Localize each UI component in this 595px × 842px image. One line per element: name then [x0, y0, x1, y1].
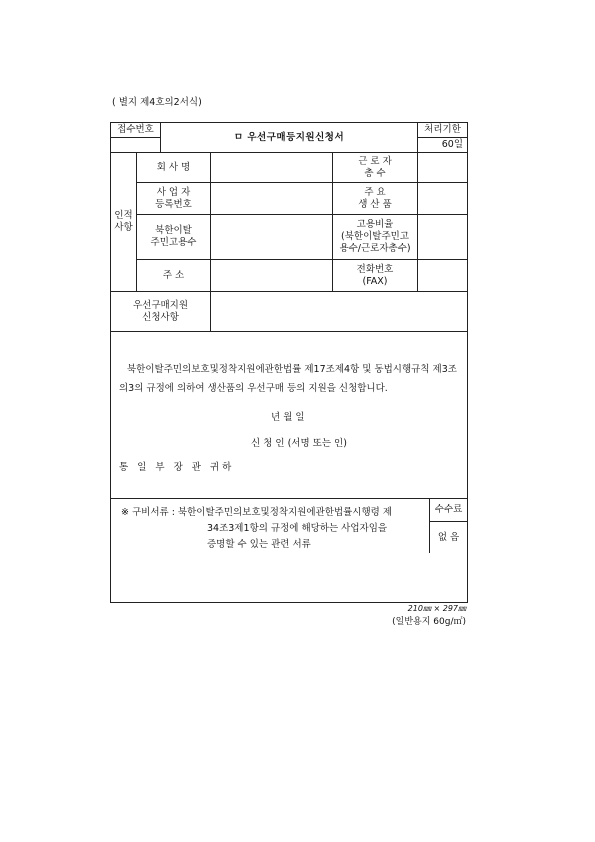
form-label: ( 별지 제4호의2서식) — [112, 97, 202, 108]
application-form — [110, 122, 468, 603]
form-title: ㅁ 우선구매등지원신청서 — [161, 123, 418, 153]
support-items-value[interactable] — [211, 292, 468, 332]
fee-value: 없 음 — [437, 532, 460, 543]
defector-employees-value[interactable] — [211, 215, 333, 260]
date-line: 년 월 일 — [271, 412, 305, 423]
docs-line-2: 34조3제1항의 규정에 해당하는 사업자임을 — [207, 523, 388, 534]
support-items-label: 우선구매지원 신청사항 — [111, 292, 211, 332]
company-name-value[interactable] — [211, 153, 333, 183]
application-statement — [111, 332, 468, 499]
required-documents-section — [111, 499, 468, 603]
statement-paragraph: 북한이탈주민의보호및정착지원에관한법률 제17조제4항 및 동법시행규칙 제3조의3의 규정에 의하여 생산품의 우선구매 등의 지원을 신청합니다. — [119, 364, 457, 394]
employment-ratio-label: 고용비율 (북한이탈주민고 용수/근로자총수) — [333, 215, 418, 260]
deadline-value: 60일 — [418, 138, 468, 153]
business-reg-label: 사 업 자 등록번호 — [137, 183, 211, 215]
business-reg-value[interactable] — [211, 183, 333, 215]
defector-employees-label: 북한이탈 주민고용수 — [137, 215, 211, 260]
company-name-label: 회 사 명 — [137, 153, 211, 183]
paper-size-note: 210㎜ × 297㎜ — [407, 604, 466, 613]
phone-fax-value[interactable] — [418, 260, 468, 292]
main-product-label: 주 요 생 산 품 — [333, 183, 418, 215]
section-personnel-label: 인적 사항 — [111, 153, 137, 292]
docs-line-3: 증명할 수 있는 관련 서류 — [207, 539, 311, 550]
address-value[interactable] — [211, 260, 333, 292]
fee-label: 수수료 — [430, 499, 467, 522]
receipt-number-value[interactable] — [111, 138, 161, 153]
receipt-number-label: 접수번호 — [111, 123, 161, 138]
addressee: 통 일 부 장 관 귀하 — [119, 462, 235, 473]
main-product-value[interactable] — [418, 183, 468, 215]
fee-box — [429, 499, 467, 553]
workers-total-value[interactable] — [418, 153, 468, 183]
paper-type-note: (일반용지 60g/㎡) — [392, 617, 466, 627]
required-documents — [121, 505, 421, 553]
applicant-line: 신 청 인 (서명 또는 인) — [251, 438, 347, 449]
deadline-label: 처리기한 — [418, 123, 468, 138]
workers-total-label: 근 로 자 총 수 — [333, 153, 418, 183]
employment-ratio-value[interactable] — [418, 215, 468, 260]
address-label: 주 소 — [137, 260, 211, 292]
docs-line-1: ※ 구비서류 : 북한이탈주민의보호및정착지원에관한법률시행령 제 — [121, 507, 393, 518]
phone-fax-label: 전화번호 (FAX) — [333, 260, 418, 292]
